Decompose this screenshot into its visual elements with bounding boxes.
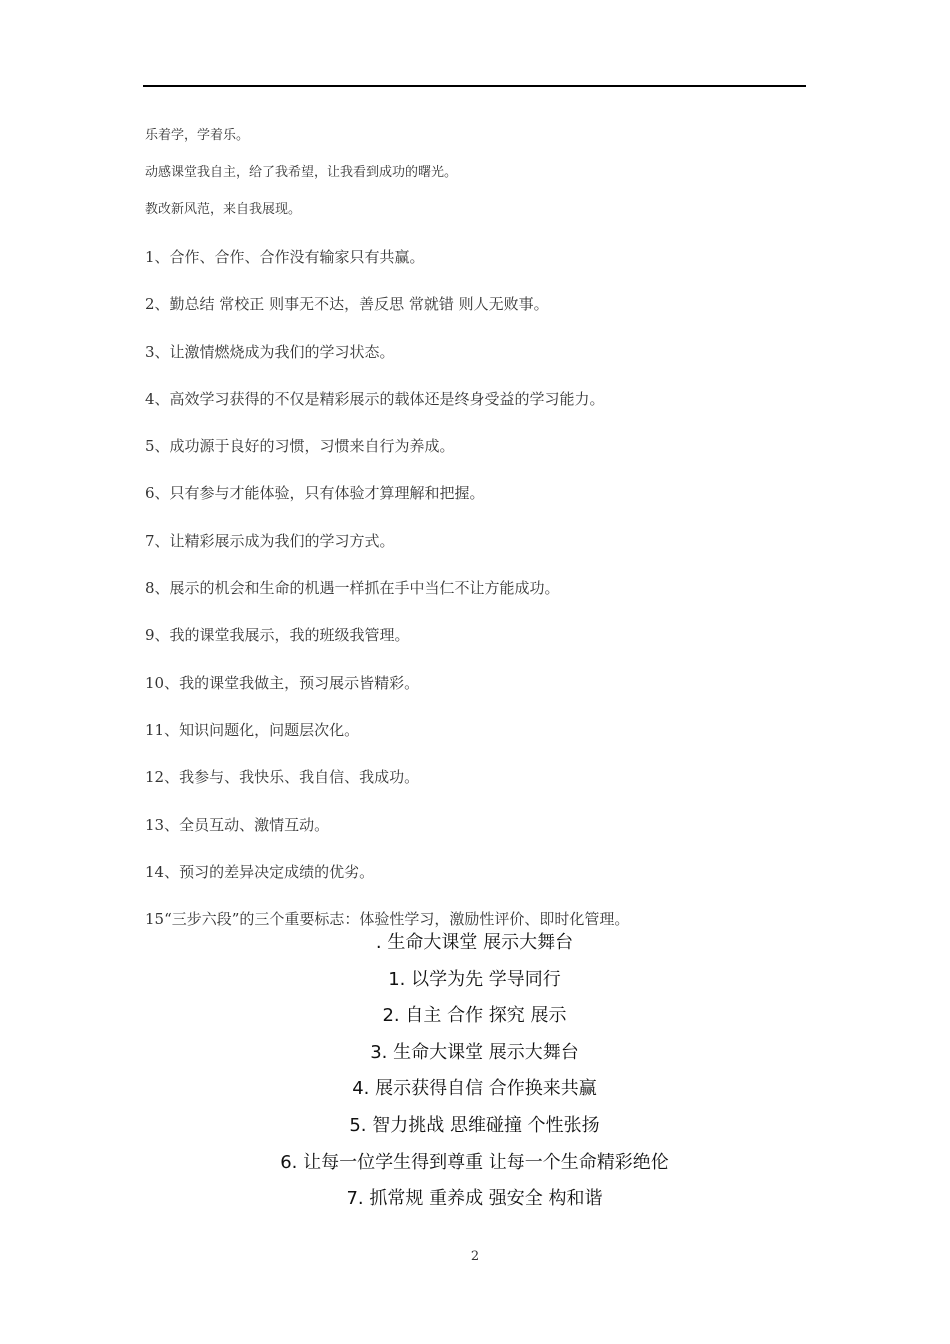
numbered-list [145,246,825,955]
list-item: 4、高效学习获得的不仅是精彩展示的载体还是终身受益的学习能力。 [145,389,605,408]
list-item: 1、合作、合作、合作没有输家只有共赢。 [145,248,425,266]
list-item: 2、勤总结 常校正 则事无不达，善反思 常就错 则人无败事。 [145,295,549,314]
slogan-line: 4. 展示获得自信 合作换来共赢 [352,1078,597,1100]
intro-line: 乐着学，学着乐。 [145,128,250,143]
list-item: 6、只有参与才能体验，只有体验才算理解和把握。 [145,484,485,503]
slogan-list [143,930,806,1223]
list-item: 7、让精彩展示成为我们的学习方式。 [145,531,395,550]
slogan-line: 2. 自主 合作 探究 展示 [382,1005,567,1027]
list-item: 9、我的课堂我展示，我的班级我管理。 [145,626,410,645]
list-item: 3、让激情燃烧成为我们的学习状态。 [145,342,395,361]
list-item: 14、预习的差异决定成绩的优劣。 [145,862,375,881]
slogan-line: 5. 智力挑战 思维碰撞 个性张扬 [349,1114,600,1136]
list-item: 10、我的课堂我做主，预习展示皆精彩。 [145,673,420,692]
list-item: 15“三步六段”的三个重要标志：体验性学习，激励性评价、即时化管理。 [145,910,630,929]
intro-line: 教改新风范，来自我展现。 [145,202,302,217]
list-item: 13、全员互动、激情互动。 [145,815,330,834]
intro-line: 动感课堂我自主，给了我希望，让我看到成功的曙光。 [145,165,458,180]
list-item: 12、我参与、我快乐、我自信、我成功。 [145,768,420,787]
list-item: 11、知识问题化，问题层次化。 [145,720,360,739]
header-rule [143,85,806,87]
slogan-line: 6. 让每一位学生得到尊重 让每一个生命精彩绝伦 [280,1151,669,1173]
intro-section [145,126,805,237]
slogan-line: 3. 生命大课堂 展示大舞台 [370,1041,579,1063]
slogan-line: 7. 抓常规 重养成 强安全 构和谐 [346,1188,603,1210]
slogan-line: 1. 以学为先 学导同行 [388,968,561,990]
page-number: 2 [470,1249,480,1264]
list-item: 8、展示的机会和生命的机遇一样抓在手中当仁不让方能成功。 [145,579,560,598]
list-item: 5、成功源于良好的习惯，习惯来自行为养成。 [145,437,455,456]
slogan-line: . 生命大课堂 展示大舞台 [375,932,574,953]
